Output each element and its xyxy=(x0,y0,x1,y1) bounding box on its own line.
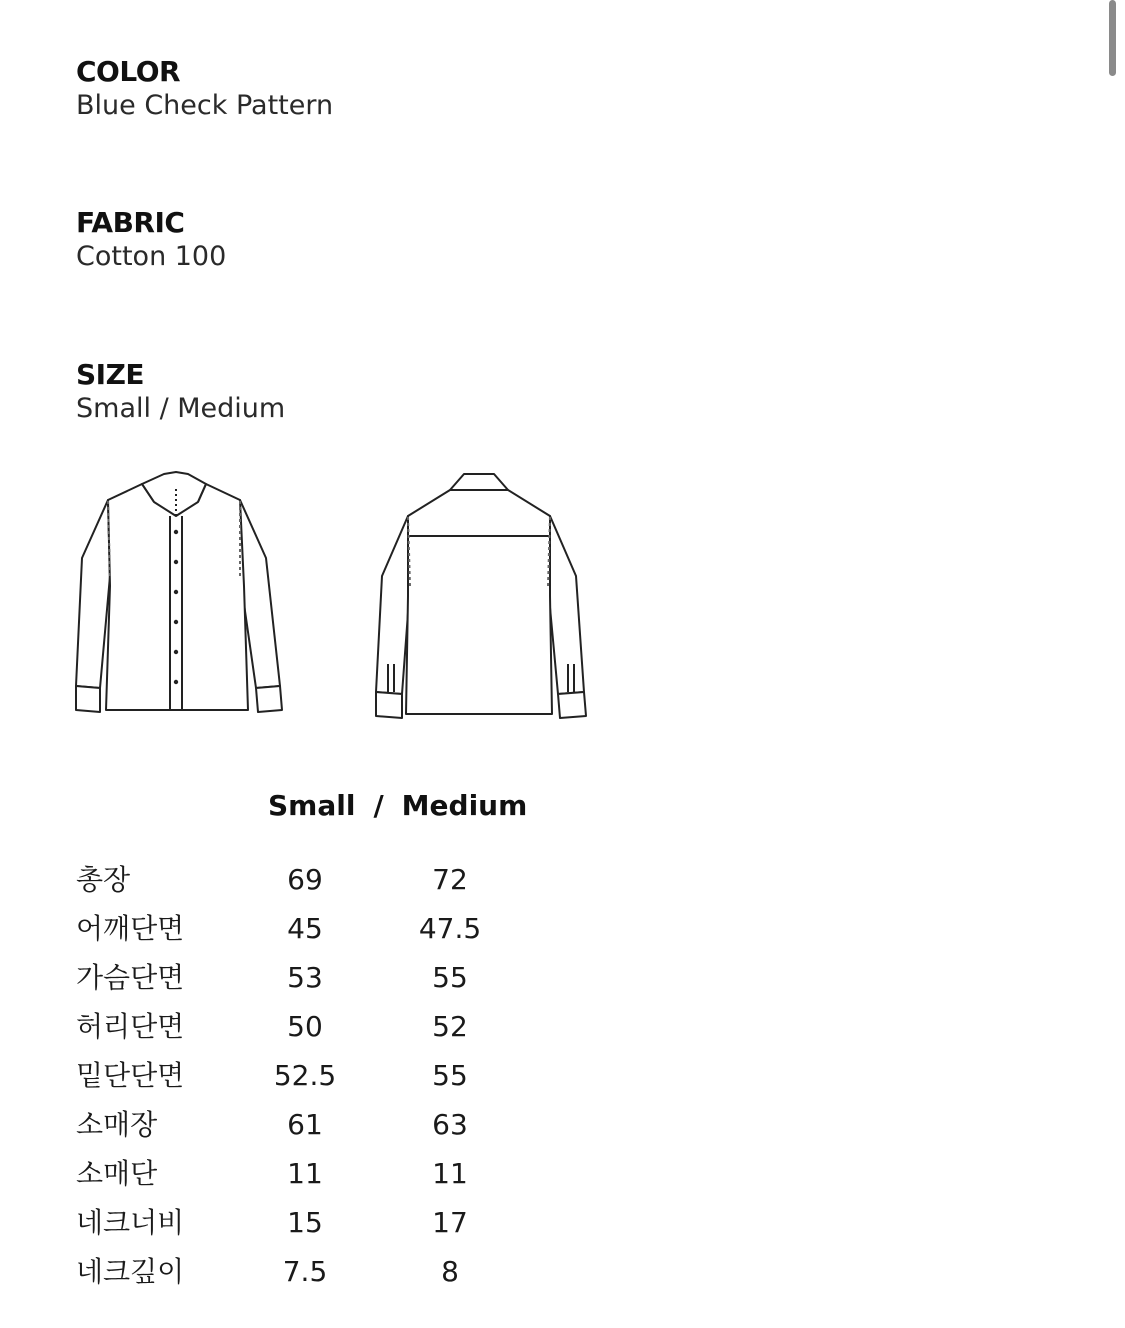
row-medium-value: 47.5 xyxy=(418,912,482,945)
color-title: COLOR xyxy=(76,55,181,88)
shirt-front-icon xyxy=(76,472,282,712)
size-table-header xyxy=(268,788,527,824)
size-value: Small / Medium xyxy=(76,393,286,424)
row-label: 소매단 xyxy=(76,1157,158,1190)
row-small-value: 11 xyxy=(287,1157,323,1190)
shirt-illustrations xyxy=(70,466,590,732)
row-small-value: 7.5 xyxy=(282,1255,328,1288)
row-label: 소매장 xyxy=(76,1108,158,1141)
row-medium-value: 17 xyxy=(432,1206,468,1239)
row-small-value: 15 xyxy=(287,1206,323,1239)
header-separator: / xyxy=(373,789,384,822)
row-label: 총장 xyxy=(76,863,131,896)
fabric-title: FABRIC xyxy=(76,206,185,239)
row-medium-value: 11 xyxy=(432,1157,468,1190)
row-medium-value: 52 xyxy=(432,1010,468,1043)
header-medium: Medium xyxy=(401,789,528,822)
scrollbar[interactable] xyxy=(1109,0,1116,76)
row-label: 어깨단면 xyxy=(76,912,185,945)
size-section xyxy=(76,358,285,426)
row-label: 네크너비 xyxy=(76,1206,185,1239)
row-label: 허리단면 xyxy=(76,1010,185,1043)
color-value: Blue Check Pattern xyxy=(76,90,334,121)
row-label: 밑단단면 xyxy=(76,1059,185,1092)
shirt-back-icon xyxy=(376,474,586,718)
fabric-section xyxy=(76,206,226,274)
row-medium-value: 8 xyxy=(441,1255,459,1288)
size-title: SIZE xyxy=(76,358,145,391)
row-small-value: 45 xyxy=(287,912,323,945)
row-small-value: 52.5 xyxy=(273,1059,337,1092)
row-small-value: 61 xyxy=(287,1108,323,1141)
row-medium-value: 55 xyxy=(432,1059,468,1092)
row-small-value: 50 xyxy=(287,1010,323,1043)
header-small: Small xyxy=(268,789,356,822)
row-medium-value: 55 xyxy=(432,961,468,994)
row-medium-value: 72 xyxy=(432,863,468,896)
row-small-value: 53 xyxy=(287,961,323,994)
row-label: 가슴단면 xyxy=(76,961,185,994)
row-label: 네크깊이 xyxy=(76,1255,185,1288)
fabric-value: Cotton 100 xyxy=(76,241,227,272)
color-section xyxy=(76,55,333,123)
row-small-value: 69 xyxy=(287,863,323,896)
row-medium-value: 63 xyxy=(432,1108,468,1141)
